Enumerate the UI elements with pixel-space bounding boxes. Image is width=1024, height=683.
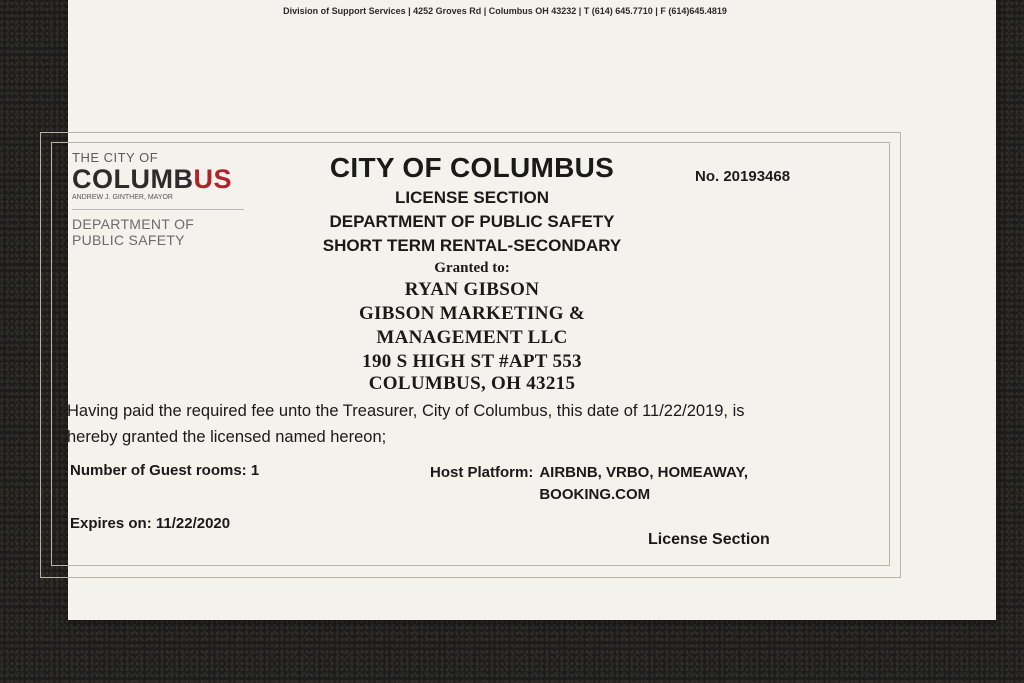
host-platform-field: [430, 462, 748, 506]
letterhead-contact-line: Division of Support Services | 4252 Groves Rd | Columbus OH 43232 | T (614) 645.7710 | F (614)645.4819: [283, 6, 727, 16]
logo-department-line2: PUBLIC SAFETY: [72, 232, 185, 248]
logo-mayor: ANDREW J. GINTHER, MAYOR: [72, 194, 173, 201]
logo-columbus: [72, 165, 272, 193]
logo-city-of: THE CITY OF: [72, 150, 159, 165]
licensee-company-line2: MANAGEMENT LLC: [376, 327, 568, 348]
licensee-city-line-clipped: [262, 373, 682, 394]
logo-divider: [72, 209, 244, 210]
license-statement: [67, 398, 887, 450]
granted-to-label: Granted to:: [434, 260, 510, 276]
license-department: DEPARTMENT OF PUBLIC SAFETY: [329, 212, 615, 231]
expiration-field: [70, 515, 230, 532]
statement-line2: hereby granted the licensed named hereon;: [67, 428, 387, 446]
licensee-name: RYAN GIBSON: [404, 279, 540, 300]
host-platform-line2: BOOKING.COM: [539, 486, 651, 503]
licensee-address: 190 S HIGH ST #APT 553: [362, 351, 582, 372]
licensee-city-line: COLUMBUS, OH 43215: [368, 373, 576, 394]
host-platform-value: [539, 462, 748, 506]
guest-rooms-field: [70, 462, 259, 479]
license-section-signature: License Section: [648, 531, 770, 548]
guest-rooms-value: 1: [250, 462, 260, 479]
license-title: CITY OF COLUMBUS: [329, 152, 615, 183]
license-type: SHORT TERM RENTAL-SECONDARY: [322, 236, 622, 255]
expires-value: 11/22/2020: [155, 515, 231, 532]
logo-department-line1: DEPARTMENT OF: [72, 216, 195, 232]
host-platform-line1: AIRBNB, VRBO, HOMEAWAY,: [539, 464, 748, 481]
logo-columbus-main: COLUMB: [72, 164, 194, 194]
license-header: [262, 150, 682, 394]
guest-rooms-label: Number of Guest rooms:: [70, 462, 247, 479]
expires-label: Expires on:: [70, 515, 152, 532]
license-section: LICENSE SECTION: [395, 188, 549, 207]
host-platform-label: Host Platform:: [430, 464, 534, 481]
logo-columbus-accent: US: [193, 164, 232, 194]
license-number: No. 20193468: [695, 168, 791, 185]
statement-line1: Having paid the required fee unto the Treasurer, City of Columbus, this date of 11/22/2019, is: [67, 402, 745, 420]
licensee-company-line1: GIBSON MARKETING &: [358, 303, 586, 324]
city-logo: [72, 150, 272, 248]
